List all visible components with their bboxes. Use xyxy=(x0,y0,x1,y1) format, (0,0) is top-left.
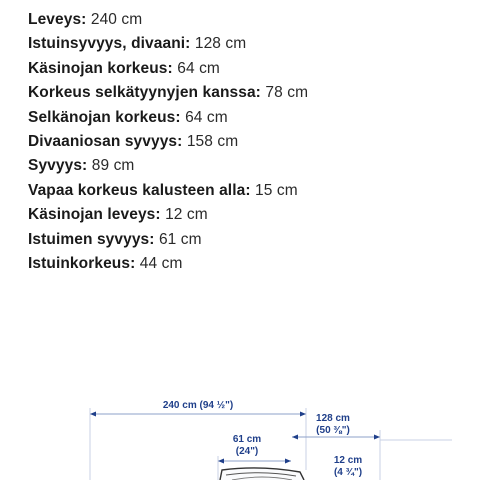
spec-label: Syvyys: xyxy=(28,157,88,175)
dimension-diagram xyxy=(0,380,480,480)
armrest-width-cm-label: 12 cm xyxy=(333,455,363,466)
chaise-depth-in-label: (50 ⅜") xyxy=(316,425,350,436)
spec-value: 64 cm xyxy=(185,108,228,126)
spec-label: Leveys: xyxy=(28,11,87,28)
spec-label: Istuimen syvyys: xyxy=(28,230,155,248)
spec-value: 15 cm xyxy=(255,181,298,199)
spec-backrest-height xyxy=(28,106,308,130)
spec-value: 78 cm xyxy=(265,84,309,102)
width-dimension-label xyxy=(163,400,233,411)
spec-label: Istuinkorkeus: xyxy=(28,254,136,272)
product-dimensions-list xyxy=(28,8,308,276)
spec-chaise-depth xyxy=(28,130,308,154)
seat-depth-cm-label: 61 cm xyxy=(232,434,262,445)
spec-label: Selkänojan korkeus: xyxy=(28,108,181,126)
spec-value: 158 cm xyxy=(186,132,239,150)
spec-label: Käsinojan korkeus: xyxy=(28,59,173,77)
spec-armrest-height xyxy=(28,57,308,81)
spec-height-with-cushions xyxy=(28,81,308,105)
spec-armrest-width xyxy=(28,203,308,227)
spec-clearance-under xyxy=(28,179,308,203)
spec-seat-depth xyxy=(28,228,308,252)
chaise-depth-cm-label: 128 cm xyxy=(316,413,350,424)
spec-value: 61 cm xyxy=(158,230,202,248)
width-in-label: (94 ½") xyxy=(199,400,234,411)
spec-label: Käsinojan leveys: xyxy=(28,206,161,224)
spec-value: 12 cm xyxy=(165,206,208,224)
width-cm-label: 240 cm xyxy=(162,400,197,411)
spec-label: Divaaniosan syvyys: xyxy=(28,132,183,150)
seat-depth-in-label: (24") xyxy=(235,446,259,457)
spec-value: 128 cm xyxy=(194,35,247,53)
armrest-width-in-label: (4 ¾") xyxy=(333,467,363,478)
armrest-width-dimension xyxy=(334,455,362,478)
spec-value: 44 cm xyxy=(139,254,183,272)
spec-width xyxy=(28,8,308,32)
spec-value: 64 cm xyxy=(177,59,220,77)
spec-chaise-seat-depth xyxy=(28,32,308,56)
spec-seat-height xyxy=(28,252,308,276)
spec-label: Vapaa korkeus kalusteen alla: xyxy=(28,181,251,199)
spec-label: Korkeus selkätyynyjen kanssa: xyxy=(28,84,261,102)
spec-value: 89 cm xyxy=(91,157,135,175)
spec-depth xyxy=(28,154,308,178)
spec-label: Istuinsyvyys, divaani: xyxy=(28,35,191,53)
spec-value: 240 cm xyxy=(90,11,143,28)
